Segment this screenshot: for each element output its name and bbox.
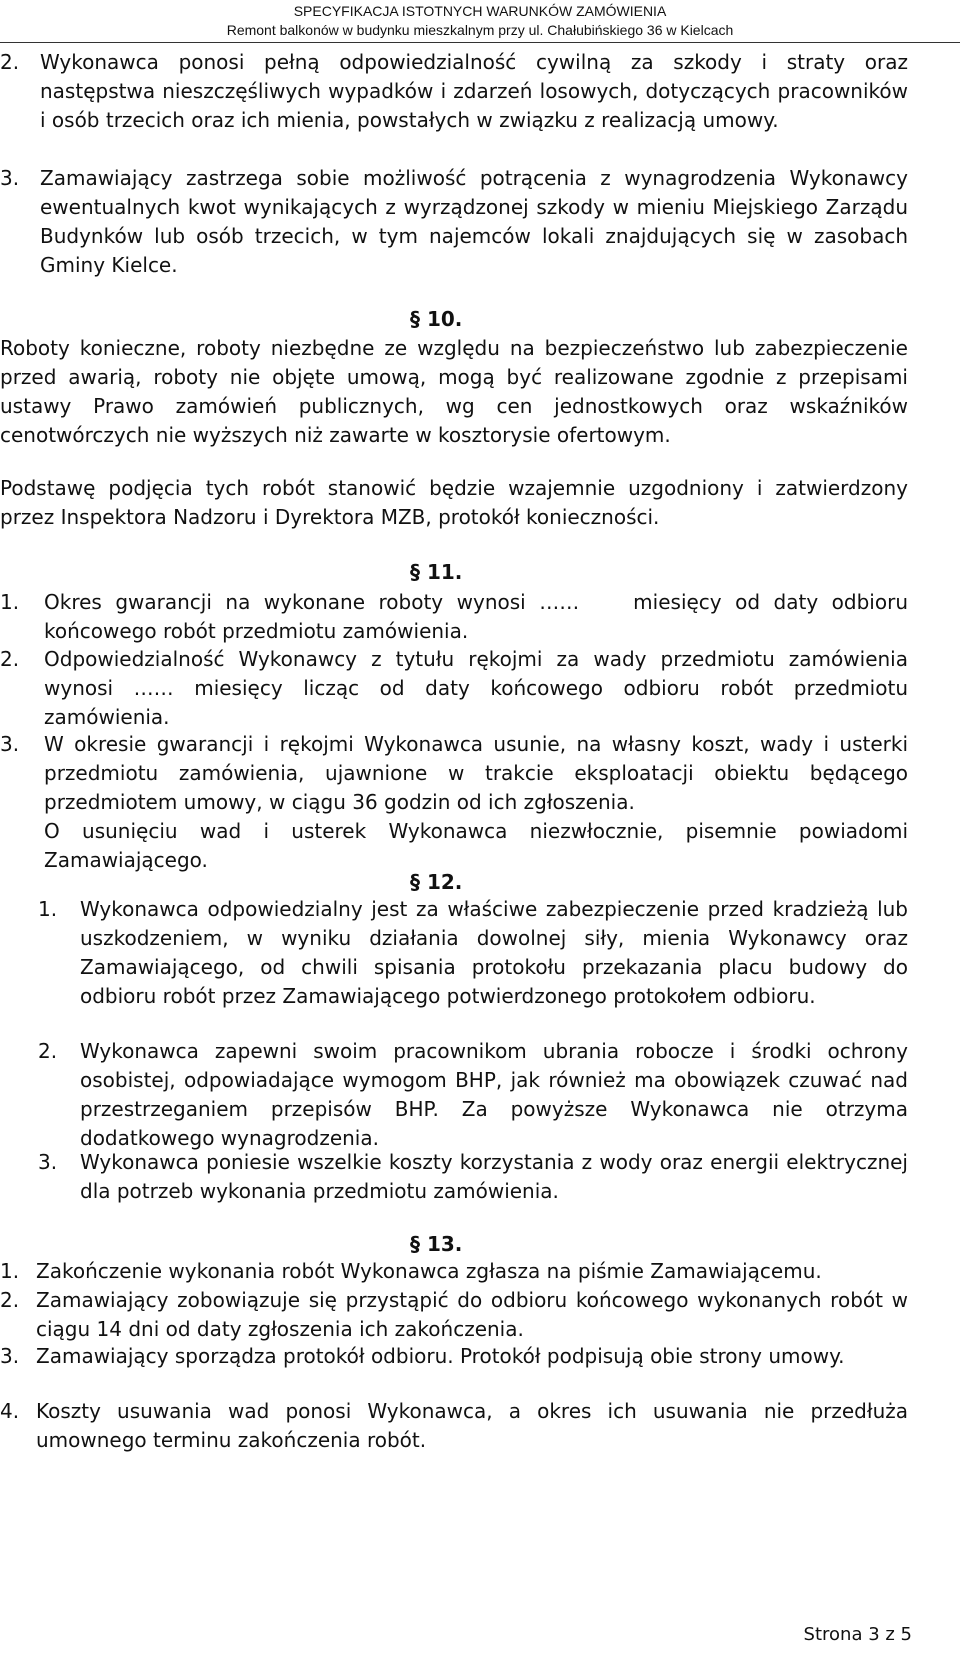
list-item (38, 895, 908, 1011)
section-heading-13: § 13. (410, 1232, 463, 1256)
item-text: Wykonawca ponosi pełną odpowiedzialność cywilną za szkody i straty oraz następstwa nieszczęśliwych wypadków i zdarzeń losowych, dotyczących pracowników i osób trzecich oraz ich mienia, powstałych w związku z realizacją umowy. (40, 50, 908, 132)
list-item (0, 1397, 908, 1455)
item-number: 1. (38, 897, 58, 921)
paragraph-text: Roboty konieczne, roboty niezbędne ze względu na bezpieczeństwo lub zabezpieczenie przed awarią, roboty nie objęte umową, mogą być realizowane zgodnie z przepisami ustawy Prawo zamówień publicznych, wg cen jednostkowych oraz wskaźników cenotwórczych nie wyższych niż zawarte w kosztorysie ofertowym. (0, 336, 908, 447)
header-subtitle: Remont balkonów w budynku mieszkalnym przy ul. Chałubińskiego 36 w Kielcach (226, 22, 734, 38)
list-item (0, 1257, 908, 1286)
list-item (38, 1148, 908, 1206)
item-text: Koszty usuwania wad ponosi Wykonawca, a okres ich usuwania nie przedłuża umownego terminu zakończenia robót. (36, 1399, 908, 1452)
item-text: W okresie gwarancji i rękojmi Wykonawca usunie, na własny koszt, wady i usterki przedmiotu zamówienia, ujawnione w trakcie eksploatacji obiektu będącego przedmiotem umowy, w ciągu 36 godzin od ich zgłoszenia. (44, 732, 908, 814)
header-title: SPECYFIKACJA ISTOTNYCH WARUNKÓW ZAMÓWIENIA (293, 3, 667, 19)
item-number: 1. (0, 590, 20, 614)
item-number: 1. (0, 1259, 20, 1283)
item-number: 2. (0, 1288, 20, 1312)
item-number: 3. (0, 166, 20, 190)
item-number: 4. (0, 1399, 20, 1423)
item-number: 2. (0, 647, 20, 671)
list-item (0, 1286, 908, 1344)
list-item (0, 1342, 908, 1371)
item-text: Okres gwarancji na wykonane roboty wynosi …… miesięcy od daty odbioru końcowego robót przedmiotu zamówienia. (44, 590, 915, 643)
list-item (0, 730, 908, 875)
list-item (0, 588, 915, 646)
list-item (38, 1037, 908, 1153)
item-text: Zamawiający sporządza protokół odbioru. Protokół podpisują obie strony umowy. (36, 1344, 845, 1368)
item-text: Zamawiający zastrzega sobie możliwość potrącenia z wynagrodzenia Wykonawcy ewentualnych kwot wynikających z wyrządzonej szkody w mieniu Miejskiego Zarządu Budynków lub osób trzecich, w tym najemców lokali znajdujących się w zasobach Gminy Kielce. (40, 166, 908, 277)
item-number: 3. (0, 732, 20, 756)
paragraph (0, 474, 908, 532)
section-heading-12: § 12. (410, 870, 463, 894)
item-text: Wykonawca zapewni swoim pracownikom ubrania robocze i środki ochrony osobistej, odpowiadające wymogom BHP, jak również ma obowiązek czuwać nad przestrzeganiem przepisów BHP. Za powyższe Wykonawca nie otrzyma dodatkowego wynagrodzenia. (80, 1039, 908, 1150)
page-number: Strona 3 z 5 (803, 1624, 912, 1645)
item-number: 3. (38, 1150, 58, 1174)
item-text: Zamawiający zobowiązuje się przystąpić do odbioru końcowego wykonanych robót w ciągu 14 dni od daty zgłoszenia ich zakończenia. (36, 1288, 908, 1341)
item-text: Wykonawca poniesie wszelkie koszty korzystania z wody oraz energii elektrycznej dla potrzeb wykonania przedmiotu zamówienia. (80, 1150, 908, 1203)
section-heading-11: § 11. (410, 560, 463, 584)
paragraph-text: Podstawę podjęcia tych robót stanowić będzie wzajemnie uzgodniony i zatwierdzony przez Inspektora Nadzoru i Dyrektora MZB, protokół konieczności. (0, 476, 908, 529)
paragraph (0, 334, 908, 450)
list-item (0, 645, 908, 732)
item-number: 3. (0, 1344, 20, 1368)
item-text: Odpowiedzialność Wykonawcy z tytułu rękojmi za wady przedmiotu zamówienia wynosi …… miesięcy licząc od daty końcowego odbioru robót przedmiotu zamówienia. (44, 647, 908, 729)
item-text: Wykonawca odpowiedzialny jest za właściwe zabezpieczenie przed kradzieżą lub uszkodzeniem, w wyniku działania dowolnej siły, mienia Wykonawcy oraz Zamawiającego, od chwili spisania protokołu przekazania placu budowy do odbioru robót przez Zamawiającego potwierdzonego protokołem odbioru. (80, 897, 908, 1008)
list-item (0, 164, 908, 280)
item-number: 2. (0, 50, 20, 74)
header-divider (0, 42, 960, 43)
item-text: O usunięciu wad i usterek Wykonawca niezwłocznie, pisemnie powiadomi Zamawiającego. (44, 819, 908, 872)
item-text: Zakończenie wykonania robót Wykonawca zgłasza na piśmie Zamawiającemu. (36, 1259, 822, 1283)
list-item (0, 48, 908, 135)
section-heading-10: § 10. (410, 307, 463, 331)
item-number: 2. (38, 1039, 58, 1063)
